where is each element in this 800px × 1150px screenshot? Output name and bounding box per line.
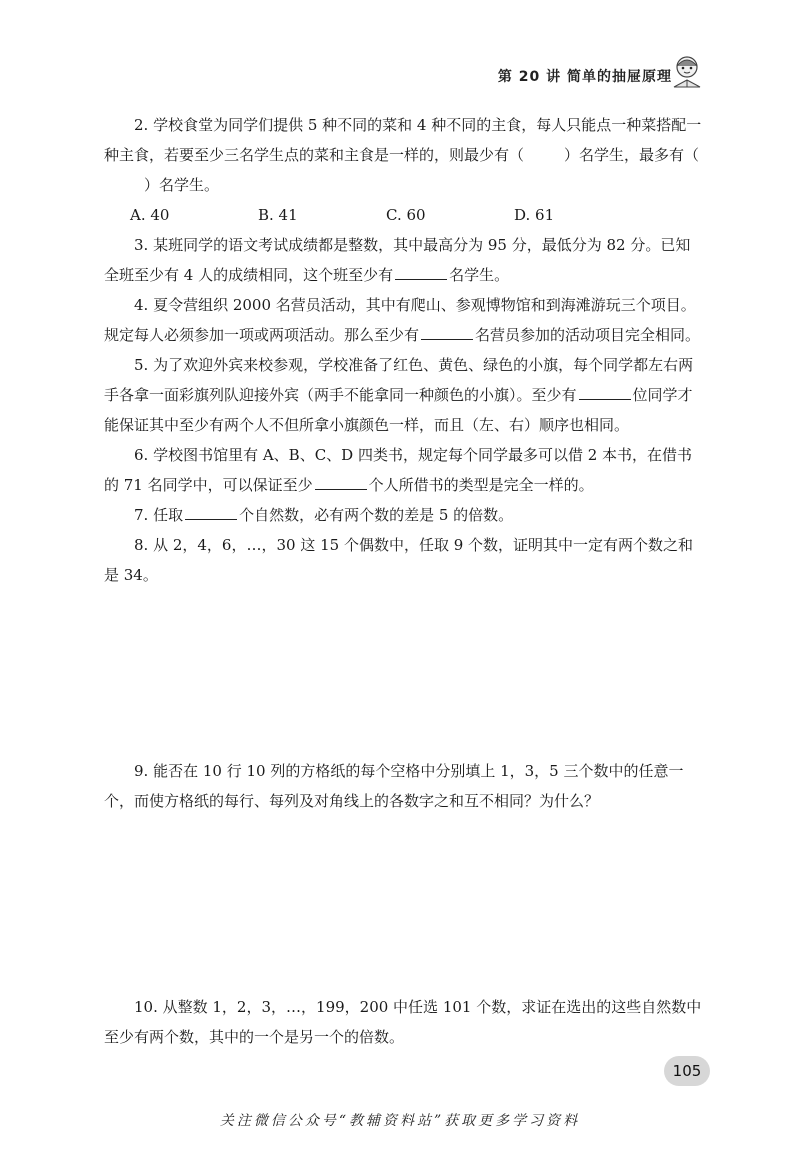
footer-note: 关注微信公众号“教辅资料站”获取更多学习资料 bbox=[219, 1113, 581, 1129]
page-number: 105 bbox=[664, 1056, 710, 1086]
question-8: 8. 从 2，4，6，…，30 这 15 个偶数中，任取 9 个数，证明其中一定有两个数之和是 34。 bbox=[104, 536, 694, 584]
question-2-options bbox=[104, 200, 704, 230]
option-d: D. 61 bbox=[514, 206, 555, 224]
question-7: 7. 任取 个自然数，必有两个数的差是 5 的倍数。 bbox=[134, 506, 514, 524]
option-a: A. 40 bbox=[130, 206, 170, 224]
question-6: 6. 学校图书馆里有 A、B、C、D 四类书，规定每个同学最多可以借 2 本书，在借书的 71 名同学中，可以保证至少 个人所借书的类型是完全一样的。 bbox=[104, 446, 693, 494]
question-2: 2. 学校食堂为同学们提供 5 种不同的菜和 4 种不同的主食，每人只能点一种菜搭配一种主食，若要至少三名学生点的菜和主食是一样的，则最少有（ ）名学生，最多有（）名学生。 bbox=[104, 116, 702, 194]
answer-blank bbox=[315, 488, 367, 490]
question-10: 10. 从整数 1，2，3，…，199，200 中任选 101 个数，求证在选出的这些自然数中至少有两个数，其中的一个是另一个的倍数。 bbox=[104, 998, 702, 1046]
answer-space bbox=[104, 590, 704, 756]
answer-blank bbox=[395, 278, 447, 280]
question-9: 9. 能否在 10 行 10 列的方格纸的每个空格中分别填上 1，3，5 三个数中的任意一个，而使方格纸的每行、每列及对角线上的各数字之和互不相同？为什么？ bbox=[104, 762, 684, 810]
option-b: B. 41 bbox=[258, 206, 298, 224]
answer-blank bbox=[421, 338, 473, 340]
exercise-content bbox=[104, 110, 704, 1052]
reading-child-icon bbox=[670, 54, 704, 88]
chapter-title: 第 20 讲 简单的抽屉原理 bbox=[497, 69, 672, 85]
question-4: 4. 夏令营组织 2000 名营员活动，其中有爬山、参观博物馆和到海滩游玩三个项目。规定每人必须参加一项或两项活动。那么至少有 名营员参加的活动项目完全相同。 bbox=[104, 296, 701, 344]
question-5: 5. 为了欢迎外宾来校参观，学校准备了红色、黄色、绿色的小旗，每个同学都左右两手各拿一面彩旗列队迎接外宾（两手不能拿同一种颜色的小旗）。至少有 位同学才能保证其中至少有两个人不但所拿小旗颜色一样，而且（左、右）顺序也相同。 bbox=[104, 356, 694, 434]
option-c: C. 60 bbox=[386, 206, 426, 224]
answer-space bbox=[104, 816, 704, 992]
question-3: 3. 某班同学的语文考试成绩都是整数，其中最高分为 95 分，最低分为 82 分。已知全班至少有 4 人的成绩相同，这个班至少有 名学生。 bbox=[104, 236, 691, 284]
answer-blank bbox=[579, 398, 631, 400]
answer-blank bbox=[185, 518, 237, 520]
